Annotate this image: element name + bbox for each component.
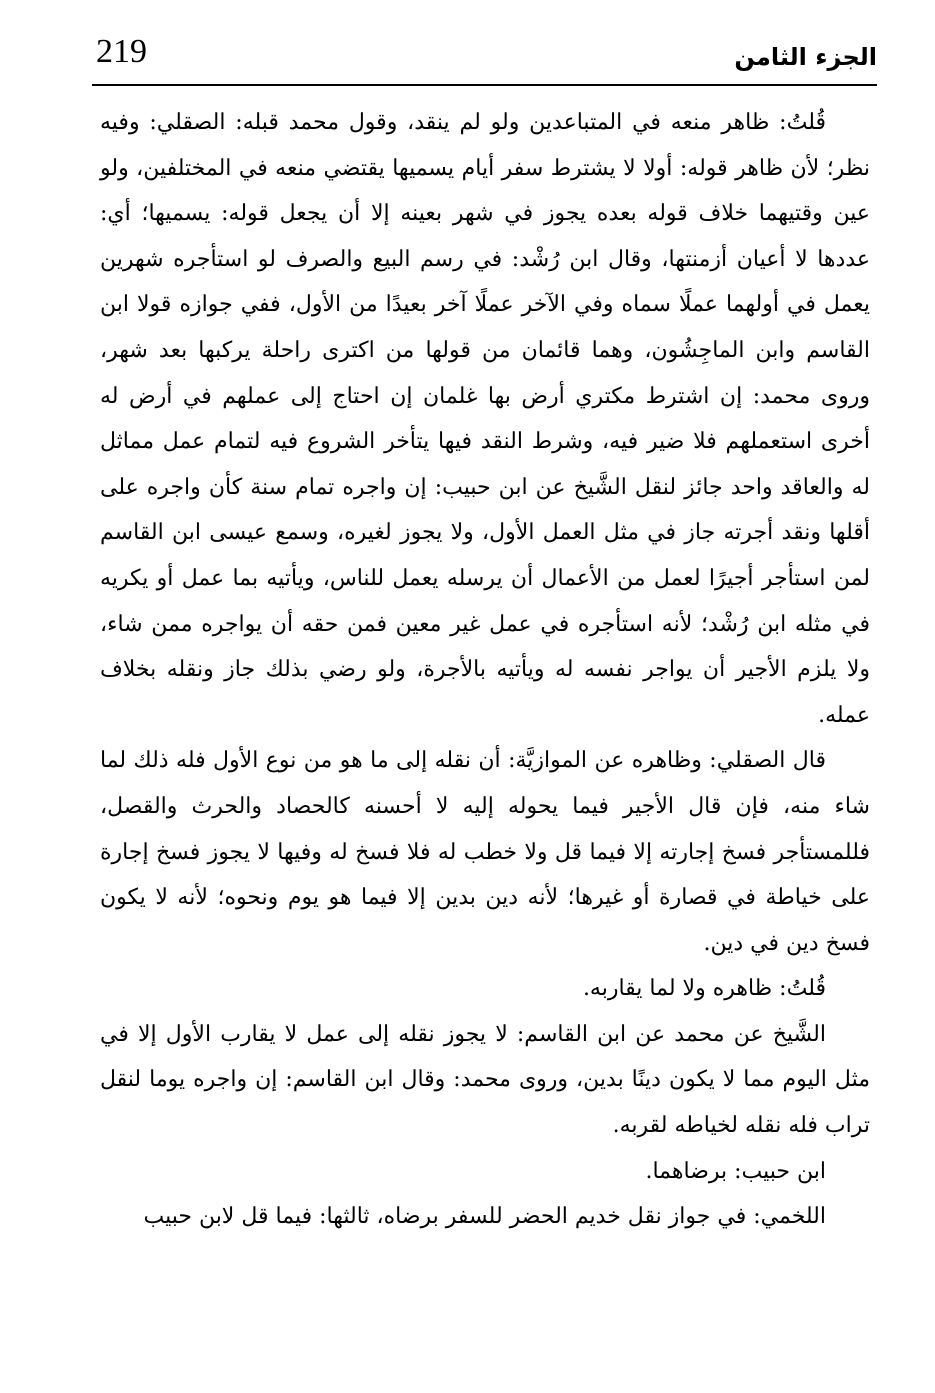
paragraph-4: الشَّيخ عن محمد عن ابن القاسم: لا يجوز نقله إلى عمل لا يقارب الأول إلا في مثل اليوم مما لا يكون دينًا بدين، وروى محمد: وقال ابن القاسم: إن واجره يوما لنقل تراب فله نقله لخياطه لقربه. xyxy=(100,1021,870,1139)
page-number: 219 xyxy=(96,33,147,70)
paragraph-2: قال الصقلي: وظاهره عن الموازيَّة: أن نقله إلى ما هو من نوع الأول فله ذلك لما شاء منه، فإن قال الأجير فيما يحوله إليه لا أحسنه كالحصاد والحرث والقصل، فللمستأجر فسخ إجارته إلا فيما قل ولا خطب له فلا فسخ له وفيها لا يجوز فسخ إجارة على خياطة في قصارة أو غيرها؛ لأنه دين بدين إلا فيما هو يوم ونحوه؛ لأنه لا يكون فسخ دين في دين. xyxy=(100,748,870,956)
paragraph-6: اللخمي: في جواز نقل خديم الحضر للسفر برضاه، ثالثها: فيما قل لابن حبيب xyxy=(143,1204,826,1230)
page-header xyxy=(92,28,877,84)
running-title: الجزء الثامن xyxy=(734,43,877,71)
page-body xyxy=(100,100,870,1240)
header-divider xyxy=(92,84,877,86)
paragraph-5: ابن حبيب: برضاهما. xyxy=(645,1158,826,1184)
paragraph-3: قُلتُ: ظاهره ولا لما يقاربه. xyxy=(582,976,826,1002)
paragraph-1: قُلتُ: ظاهر منعه في المتباعدين ولو لم ينقد، وقول محمد قبله: الصقلي: وفيه نظر؛ لأن ظاهر قوله: أولا لا يشترط سفر أيام يسميها يقتضي منعه في المختلفين، ولو عين وقتيهما خلاف قوله بعده يجوز في شهر بعينه إلا أن يجعل قوله: يسميها؛ أي: عددها لا أعيان أزمنتها، وقال ابن رُشْد: في رسم البيع والصرف لو استأجره شهرين يعمل في أولهما عملًا سماه وفي الآخر عملًا آخر بعيدًا من الأول، ففي جوازه قولا ابن القاسم وابن الماجِشُون، وهما قائمان من قولها من اكترى راحلة يركبها بعد شهر، وروى محمد: إن اشترط مكتري أرض بها غلمان إن احتاج إلى عملهم في أرض له أخرى استعملهم فلا ضير فيه، وشرط النقد فيها يتأخر الشروع فيه لتمام عمل مماثل له والعاقد واحد جائز لنقل الشَّيخ عن ابن حبيب: إن واجره تمام سنة كأن واجره على أقلها ونقد أجرته جاز في مثل العمل الأول، ولا يجوز لغيره، وسمع عيسى ابن القاسم لمن استأجر أجيرًا لعمل من الأعمال أن يرسله يعمل للناس، ويأتيه بما عمل أو يكريه في مثله ابن رُشْد؛ لأنه استأجره في عمل غير معين فمن حقه أن يواجره ممن شاء، ولا يلزم الأجير أن يواجر نفسه له ويأتيه بالأجرة، ولو رضي بذلك جاز ونقله بخلاف عمله. xyxy=(100,110,870,728)
